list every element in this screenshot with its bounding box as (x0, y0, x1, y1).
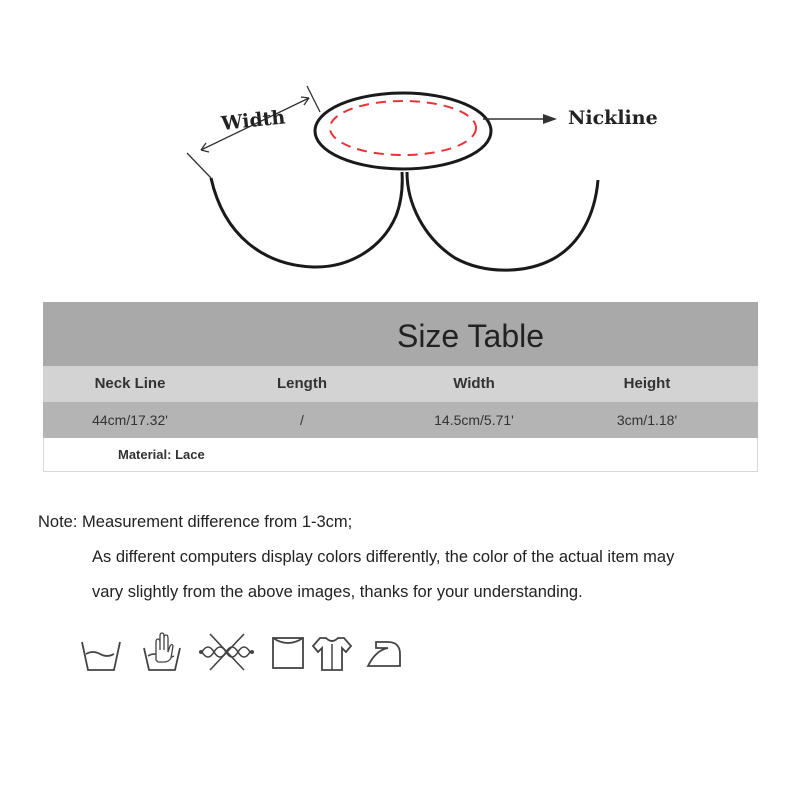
hang-dry-icon (310, 630, 354, 674)
tumble-dry-icon (270, 630, 306, 674)
size-table-title: Size Table (396, 317, 545, 354)
header-height: Height (623, 375, 671, 392)
header-width: Width (453, 375, 495, 392)
size-table-title-row (43, 302, 758, 366)
size-table-material-row (43, 438, 758, 472)
value-length: / (300, 412, 304, 428)
header-length: Length (277, 375, 327, 392)
value-neck-line: 44cm/17.32' (92, 412, 168, 428)
neckline-label: Nickline (568, 107, 658, 129)
iron-icon (364, 630, 404, 674)
neckline-dashed-ellipse (330, 101, 476, 155)
wash-tub-icon (76, 630, 124, 674)
width-tick-left (187, 153, 211, 178)
size-table-header-row (43, 366, 758, 402)
width-label: Width (220, 106, 287, 135)
material-text: Material: Lace (118, 447, 205, 462)
size-table (43, 302, 758, 472)
collar-diagram (0, 0, 800, 290)
note-line-3: vary slightly from the above images, thanks for your understanding. (92, 583, 583, 601)
header-neck-line: Neck Line (94, 375, 166, 392)
size-table-value-row (43, 402, 758, 438)
note-line-2: As different computers display colors differently, the color of the actual item may (92, 548, 675, 566)
collar-right-petal (407, 172, 598, 270)
neckline-pointer-arrowhead (543, 114, 557, 124)
value-width: 14.5cm/5.71' (434, 412, 514, 428)
do-not-wring-icon (198, 630, 256, 674)
care-icons (76, 630, 406, 680)
collar-left-petal (211, 172, 402, 267)
neckline-ellipse (315, 93, 491, 169)
note-line-1: Note: Measurement difference from 1-3cm; (38, 513, 353, 531)
value-height: 3cm/1.18' (616, 412, 678, 428)
hand-wash-icon (140, 630, 184, 674)
